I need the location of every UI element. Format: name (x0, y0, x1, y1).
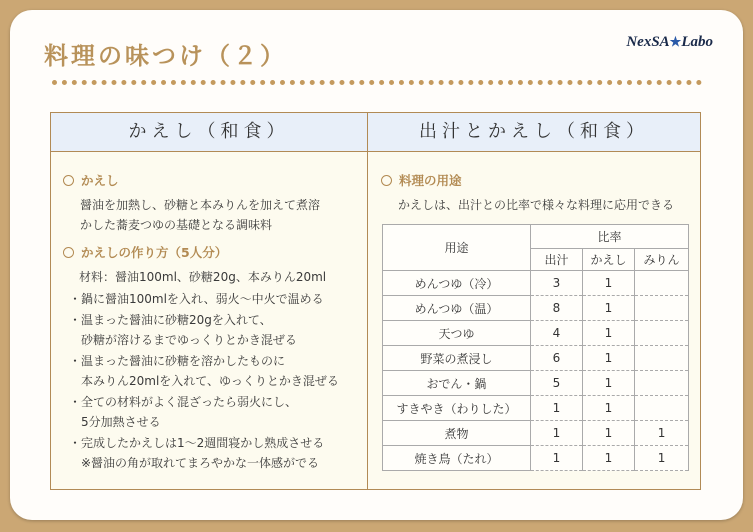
table-row (383, 421, 689, 446)
section-recipe (63, 243, 227, 261)
cell-mirin: 1 (635, 446, 689, 471)
cell-dashi: 5 (531, 371, 583, 396)
cell-dashi: 1 (531, 446, 583, 471)
table-row (383, 346, 689, 371)
cell-usage: めんつゆ（温） (383, 296, 531, 321)
table-row (383, 371, 689, 396)
cell-mirin (635, 296, 689, 321)
title-divider (52, 80, 702, 85)
section-usage (381, 171, 462, 189)
circle-bullet-icon (381, 175, 392, 186)
cell-mirin (635, 271, 689, 296)
recipe-line: ・温まった醤油に砂糖を溶かしたものに (69, 354, 286, 368)
kaeshi-desc-line: 醤油を加熱し、砂糖と本みりんを加えて煮溶 (80, 198, 321, 212)
cell-kaeshi: 1 (583, 371, 635, 396)
col-header-usage: 用途 (383, 225, 531, 271)
cell-usage: おでん・鍋 (383, 371, 531, 396)
cell-dashi: 3 (531, 271, 583, 296)
cell-usage: 焼き鳥（たれ） (383, 446, 531, 471)
brand-main: NexSA (626, 34, 670, 50)
circle-bullet-icon (63, 247, 74, 258)
table-row (383, 271, 689, 296)
brand-tail: Labo (681, 34, 713, 50)
page-title: 料理の味つけ（２） (44, 42, 287, 70)
recipe-line: 材料：醤油100ml、砂糖20g、本みりん20ml (79, 270, 327, 284)
table-row (383, 396, 689, 421)
cell-mirin: 1 (635, 421, 689, 446)
recipe-line: 砂糖が溶けるまでゆっくりとかき混ぜる (69, 333, 297, 347)
cell-dashi: 6 (531, 346, 583, 371)
cell-kaeshi: 1 (583, 421, 635, 446)
cell-usage: 煮物 (383, 421, 531, 446)
table-row (383, 446, 689, 471)
cell-kaeshi: 1 (583, 296, 635, 321)
col-header-ratio: 比率 (531, 225, 689, 249)
section-title: かえしの作り方（5人分） (81, 245, 228, 260)
cell-usage: 天つゆ (383, 321, 531, 346)
recipe-line: 本みりん20mlを入れて、ゆっくりとかき混ぜる (69, 374, 339, 388)
cell-usage: めんつゆ（冷） (383, 271, 531, 296)
left-panel-heading: かえし（和食） (51, 113, 367, 152)
table-row (383, 321, 689, 346)
col-header-dashi: 出汁 (531, 249, 583, 271)
recipe-line: ・全ての材料がよく混ざったら弱火にし、 (69, 395, 298, 409)
cell-dashi: 1 (531, 396, 583, 421)
recipe-line: ・鍋に醤油100mlを入れ、弱火～中火で温める (69, 292, 324, 306)
recipe-line: 5分加熱させる (69, 415, 161, 429)
ratio-table (382, 224, 689, 471)
section-kaeshi (63, 171, 119, 189)
cell-mirin (635, 321, 689, 346)
cell-usage: すきやき（わりした） (383, 396, 531, 421)
cell-kaeshi: 1 (583, 346, 635, 371)
usage-desc: かえしは、出汁との比率で様々な料理に応用できる (398, 198, 675, 212)
brand-logo (626, 34, 713, 51)
cell-mirin (635, 396, 689, 421)
table-row (383, 296, 689, 321)
recipe-line: ※醤油の角が取れてまろやかな一体感がでる (69, 456, 320, 470)
cell-mirin (635, 371, 689, 396)
cell-mirin (635, 346, 689, 371)
cell-usage: 野菜の煮浸し (383, 346, 531, 371)
recipe-line: ・温まった醤油に砂糖20gを入れて、 (69, 313, 272, 327)
col-header-mirin: みりん (635, 249, 689, 271)
cell-dashi: 1 (531, 421, 583, 446)
kaeshi-desc-line: かした蕎麦つゆの基礎となる調味料 (80, 218, 273, 232)
cell-kaeshi: 1 (583, 271, 635, 296)
circle-bullet-icon (63, 175, 74, 186)
section-title: 料理の用途 (399, 173, 462, 188)
col-header-kaeshi: かえし (583, 249, 635, 271)
cell-kaeshi: 1 (583, 446, 635, 471)
cell-kaeshi: 1 (583, 396, 635, 421)
cell-dashi: 8 (531, 296, 583, 321)
cell-dashi: 4 (531, 321, 583, 346)
brand-star-icon: ★ (669, 34, 682, 49)
recipe-line: ・完成したかえしは1～2週間寝かし熟成させる (69, 436, 325, 450)
right-panel-heading: 出汁とかえし（和食） (368, 113, 700, 152)
cell-kaeshi: 1 (583, 321, 635, 346)
section-title: かえし (81, 173, 119, 188)
